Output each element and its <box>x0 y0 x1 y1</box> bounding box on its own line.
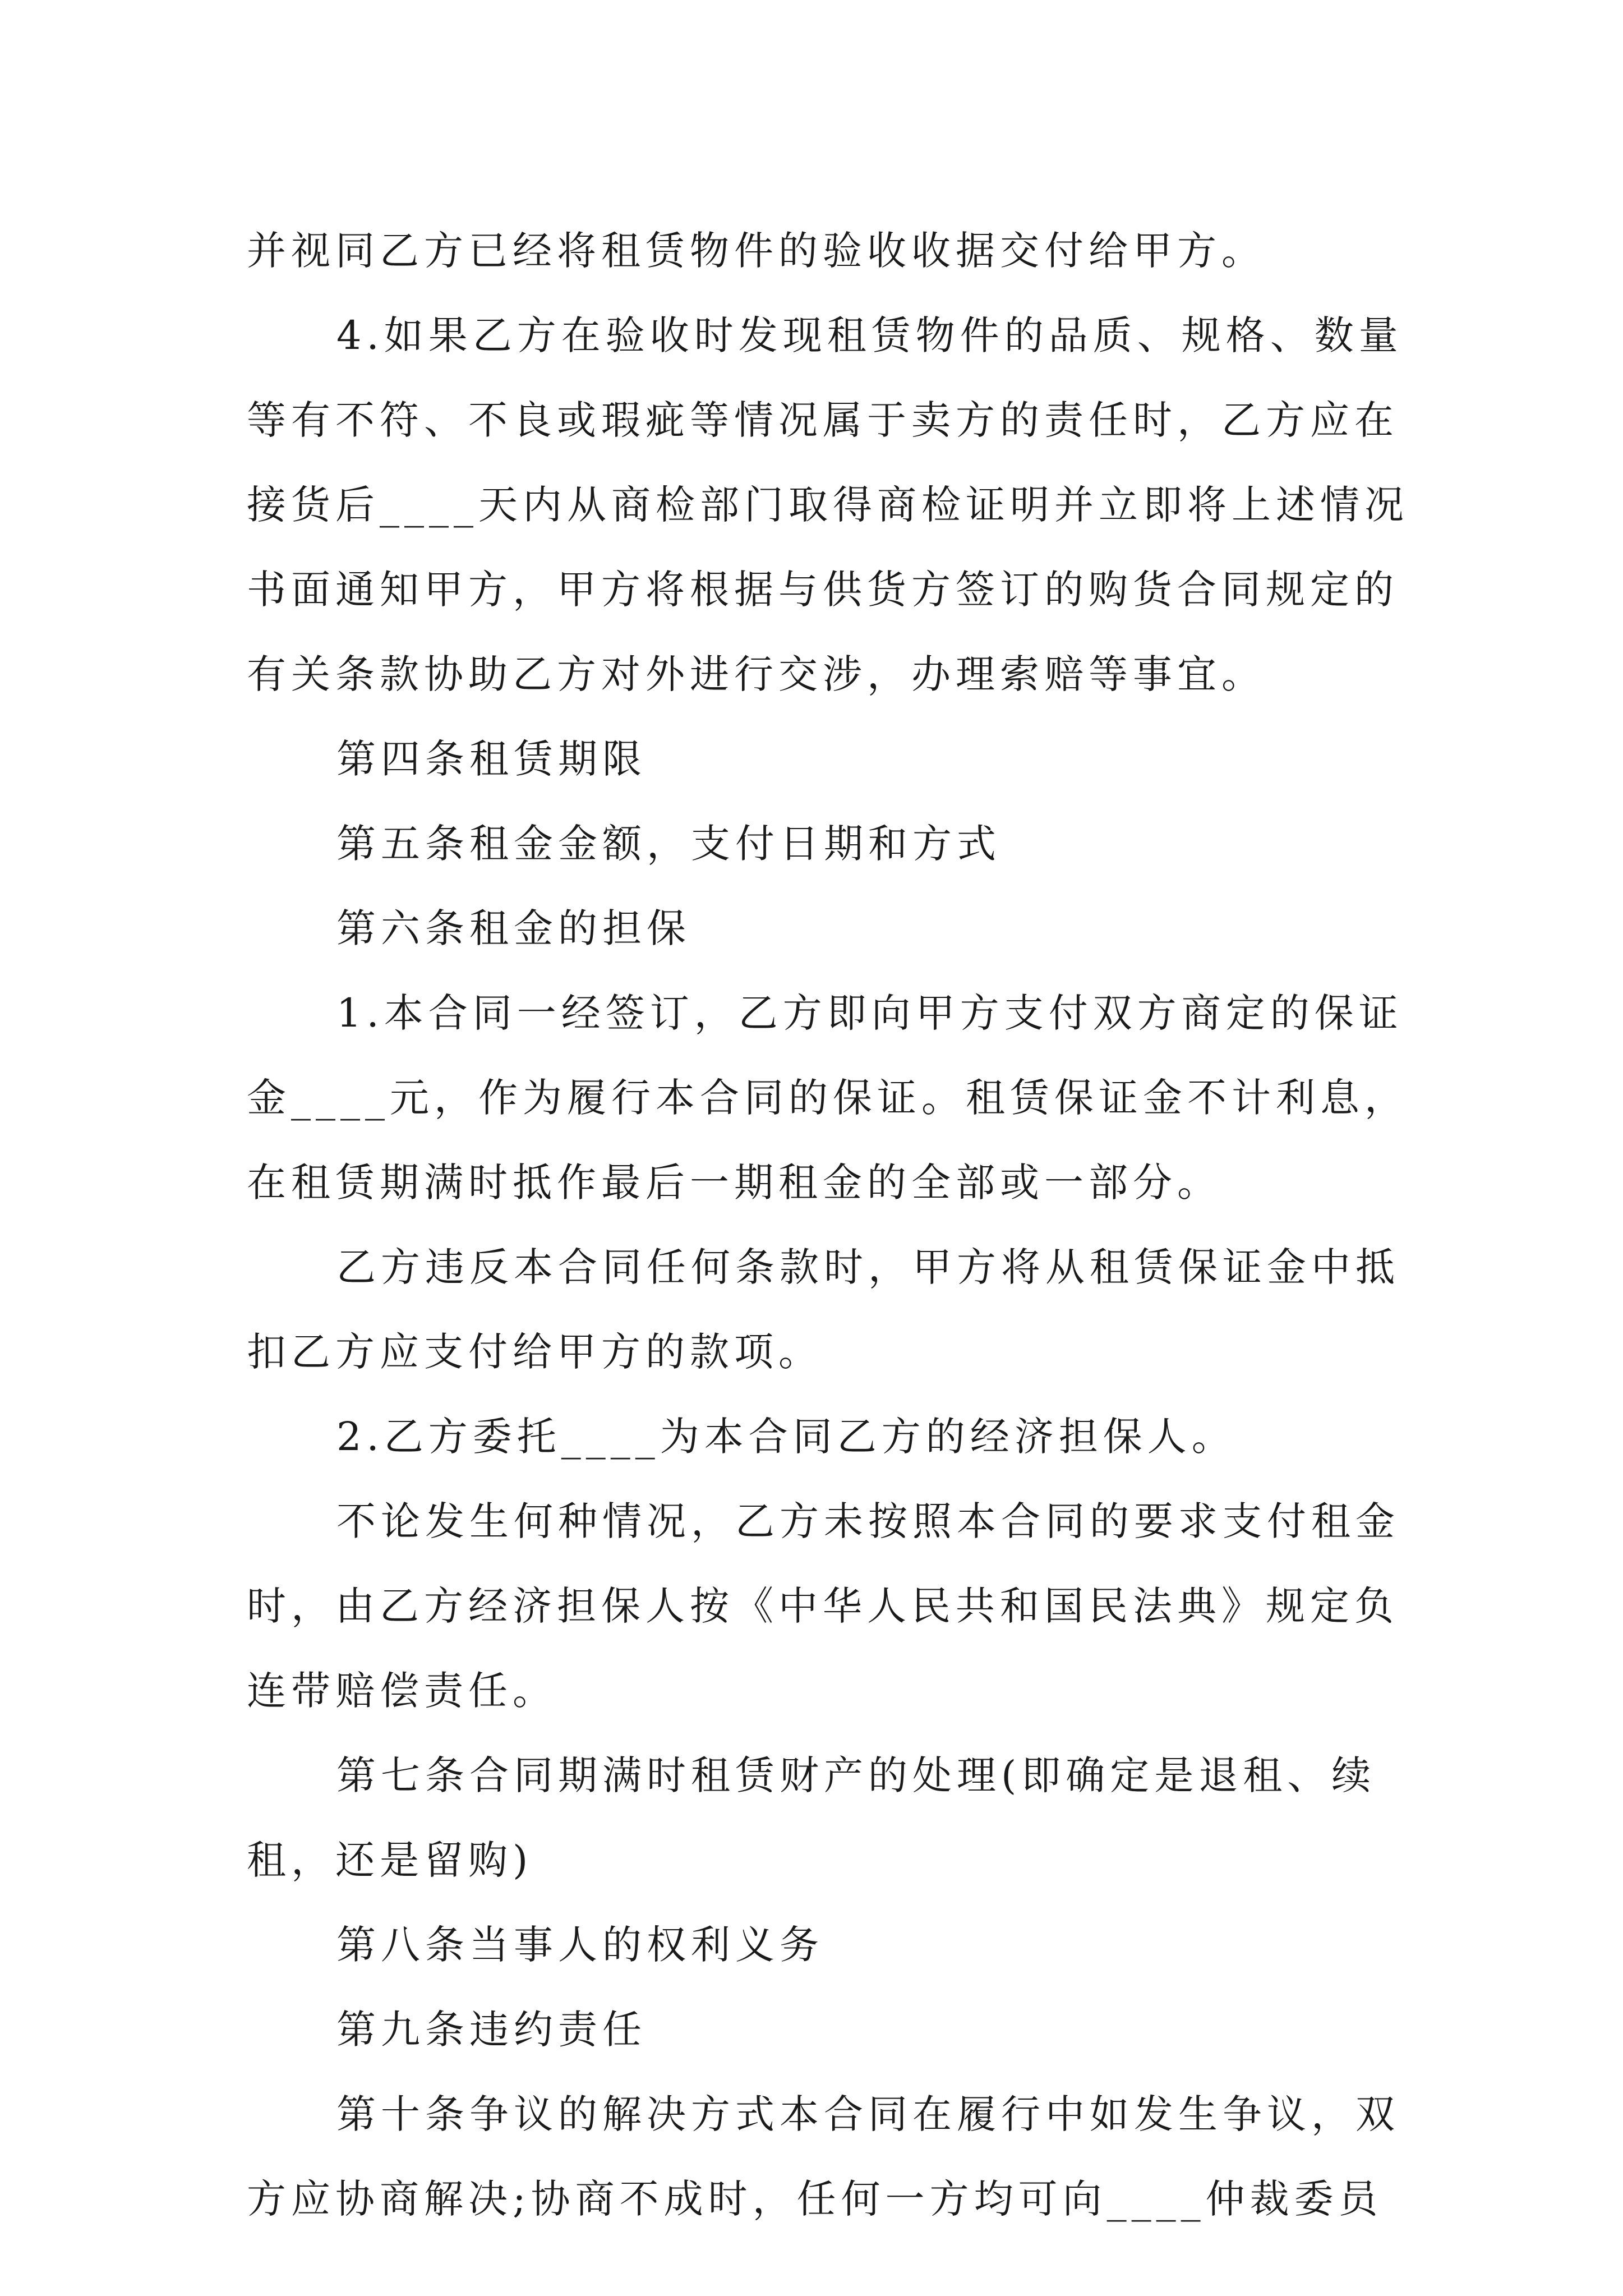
text-line: 有关条款协助乙方对外进行交涉，办理索赔等事宜。 <box>247 651 1266 697</box>
text-line: 时，由乙方经济担保人按《中华人民共和国民法典》规定负 <box>247 1583 1399 1629</box>
text-line: 1.本合同一经签订，乙方即向甲方支付双方商定的保证 <box>336 990 1403 1036</box>
text-line: 连带赔偿责任。 <box>247 1668 557 1714</box>
text-line: 在租赁期满时抵作最后一期租金的全部或一部分。 <box>247 1159 1221 1205</box>
text-line: 扣乙方应支付给甲方的款项。 <box>247 1329 823 1375</box>
text-line: 书面通知甲方，甲方将根据与供货方签订的购货合同规定的 <box>247 567 1399 613</box>
text-line: 等有不符、不良或瑕疵等情况属于卖方的责任时，乙方应在 <box>247 397 1399 443</box>
article-heading: 第四条租赁期限 <box>336 736 647 782</box>
text-line: 2.乙方委托____为本合同乙方的经济担保人。 <box>336 1414 1236 1460</box>
text-line: 方应协商解决;协商不成时，任何一方均可向____仲裁委员 <box>247 2176 1383 2222</box>
text-line: 4.如果乙方在验收时发现租赁物件的品质、规格、数量 <box>336 312 1403 358</box>
article-heading: 第八条当事人的权利义务 <box>336 1922 824 1968</box>
text-line: 并视同乙方已经将租赁物件的验收收据交付给甲方。 <box>247 228 1266 274</box>
article-heading: 第五条租金金额，支付日期和方式 <box>336 821 1001 867</box>
article-heading: 第七条合同期满时租赁财产的处理(即确定是退租、续 <box>336 1752 1376 1798</box>
article-heading: 第六条租金的担保 <box>336 905 691 951</box>
text-line: 乙方违反本合同任何条款时，甲方将从租赁保证金中抵 <box>336 1244 1400 1290</box>
text-line: 金____元，作为履行本合同的保证。租赁保证金不计利息， <box>247 1075 1409 1121</box>
article-heading: 第九条违约责任 <box>336 2007 647 2053</box>
text-line: 租，还是留购) <box>247 1837 533 1883</box>
text-line: 接货后____天内从商检部门取得商检证明并立即将上述情况 <box>247 482 1409 528</box>
article-heading: 第十条争议的解决方式本合同在履行中如发生争议，双 <box>336 2091 1400 2137</box>
text-line: 不论发生何种情况，乙方未按照本合同的要求支付租金 <box>336 1498 1400 1544</box>
document-body <box>247 209 1409 2242</box>
